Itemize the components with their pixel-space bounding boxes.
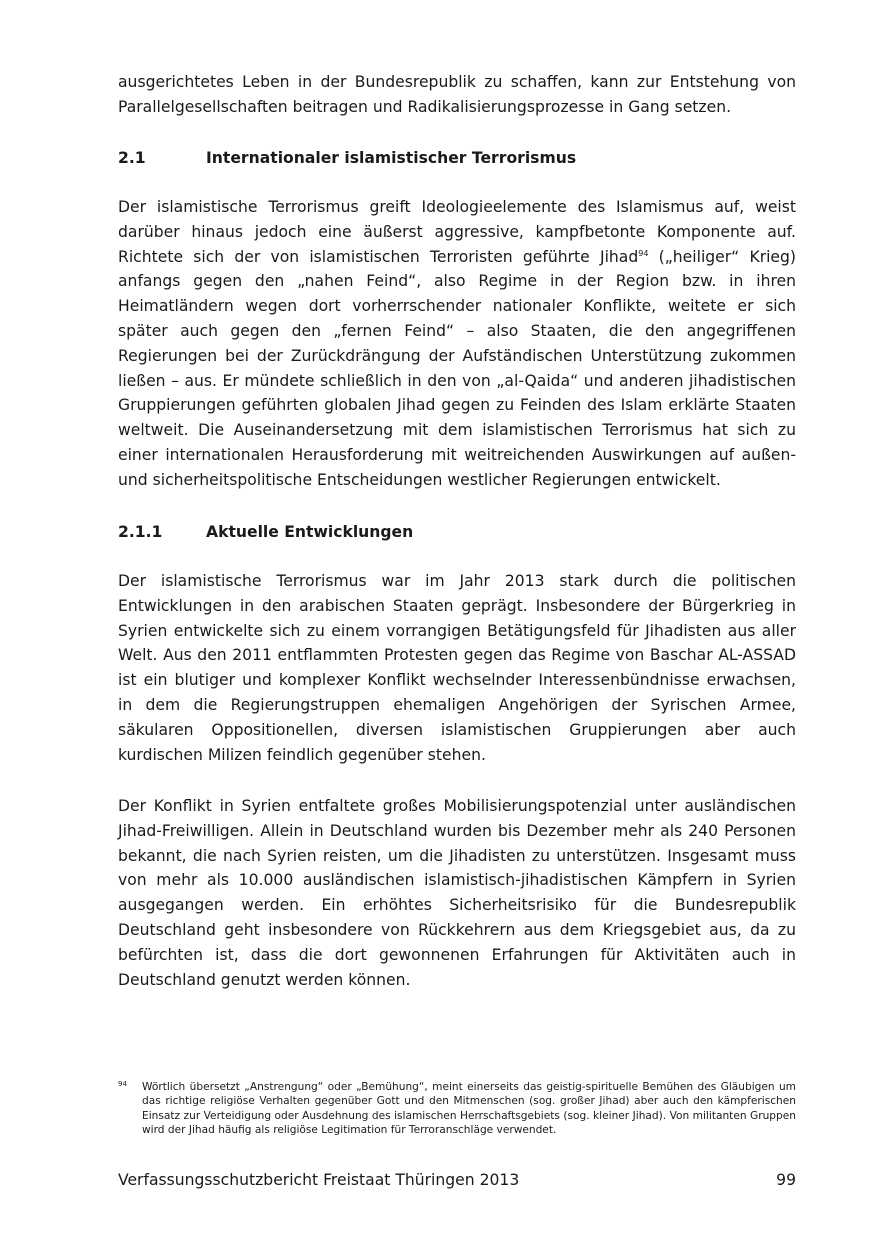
section-number: 2.1.1 bbox=[118, 523, 163, 541]
section-number: 2.1 bbox=[118, 149, 146, 167]
publication-title: Verfassungsschutzbericht Freistaat Thüringen 2013 bbox=[118, 1171, 520, 1189]
section-2-1-body bbox=[118, 195, 796, 493]
section-2-1-1-body-2 bbox=[118, 794, 796, 992]
footnote-reference[interactable]: 94 bbox=[638, 248, 649, 258]
section-title: Internationaler islamistischer Terrorismus bbox=[206, 149, 577, 167]
footnote-text: Wörtlich übersetzt „Anstrengung“ oder „Bemühung“, meint einerseits das geistig-spirituelle Bemühen des Gläubigen um das richtige religiöse Verhalten gegenüber Gott und den Mitmenschen (sog. großer Jihad) aber auch den kämpferischen Einsatz zur Verteidigung oder Ausdehnung des islamischen Herrschaftsgebiets (sog. kleiner Jihad). Von militanten Gruppen wird der Jihad häufig als religiöse Legitimation für Terroranschläge verwendet. bbox=[142, 1081, 796, 1136]
section-2-1-1-paragraph-2: Der Konflikt in Syrien entfaltete großes Mobilisierungspotenzial unter ausländischen Jihad-Freiwilligen. Allein in Deutschland wurden bis Dezember mehr als 240 Personen bekannt, die nach Syrien reisten, um die Jihadisten zu unterstützen. Insgesamt muss von mehr als 10.000 ausländischen islamistisch-jihadistischen Kämpfern in Syrien ausgegangen werden. Ein erhöhtes Sicherheitsrisiko für die Bundesrepublik Deutschland geht insbesondere von Rückkehrern aus dem Kriegsgebiet aus, da zu befürchten ist, dass die dort gewonnenen Erfahrungen für Aktivitäten auch in Deutschland genutzt werden können. bbox=[118, 797, 796, 989]
section-2-1-1-paragraph-1: Der islamistische Terrorismus war im Jahr 2013 stark durch die politischen Entwicklungen in den arabischen Staaten geprägt. Insbesondere der Bürgerkrieg in Syrien entwickelte sich zu einem vorrangigen Betätigungsfeld für Jihadisten aus aller Welt. Aus den 2011 entflammten Protesten gegen das Regime von Baschar AL-ASSAD ist ein blutiger und komplexer Konflikt wechselnder Interessenbündnisse erwachsen, in dem die Regierungstruppen ehemaligen Angehörigen der Syrischen Armee, säkularen Oppositionellen, diversen islamistischen Gruppierungen aber auch kurdischen Milizen feindlich gegenüber stehen. bbox=[118, 572, 796, 764]
paragraph-text-part1: Der islamistische Terrorismus greift Ideologieelemente des Islamismus auf, weist darüber hinaus jedoch eine äußerst aggressive, kampfbetonte Komponente auf. Richtete sich der von islamistischen Terroristen geführte Jihad bbox=[118, 198, 796, 266]
intro-block bbox=[118, 70, 796, 120]
section-2-1-paragraph bbox=[118, 195, 796, 493]
section-heading-2-1-1 bbox=[118, 520, 413, 544]
page-number: 99 bbox=[776, 1171, 796, 1189]
section-2-1-1-body-1 bbox=[118, 569, 796, 767]
section-title: Aktuelle Entwicklungen bbox=[206, 523, 414, 541]
section-heading-2-1 bbox=[118, 146, 576, 170]
footnote-number: 94 bbox=[118, 1080, 127, 1088]
page-footer bbox=[118, 1168, 796, 1192]
paragraph-text-part2: („heiliger“ Krieg) anfangs gegen den „nahen Feind“, also Regime in der Region bzw. in ihren Heimatländern wegen dort vorherrschender nationaler Konflikte, weitete er sich später auch gegen den „fernen Feind“ – also Staaten, die den angegriffenen Regierungen bei der Zurückdrängung der Aufständischen Unterstützung zukommen ließen – aus. Er mündete schließlich in den von „al-Qaida“ und anderen jihadistischen Gruppierungen geführten globalen Jihad gegen zu Feinden des Islam erklärte Staaten weltweit. Die Auseinandersetzung mit dem islamistischen Terrorismus hat sich zu einer internationalen Herausforderung mit weitreichenden Auswirkungen auf außen- und sicherheitspolitische Entscheidungen westlicher Regierungen entwickelt. bbox=[118, 247, 797, 489]
intro-paragraph: ausgerichtetes Leben in der Bundesrepublik zu schaffen, kann zur Entstehung von Parallelgesellschaften beitragen und Radikalisierungsprozesse in Gang setzen. bbox=[118, 73, 796, 116]
